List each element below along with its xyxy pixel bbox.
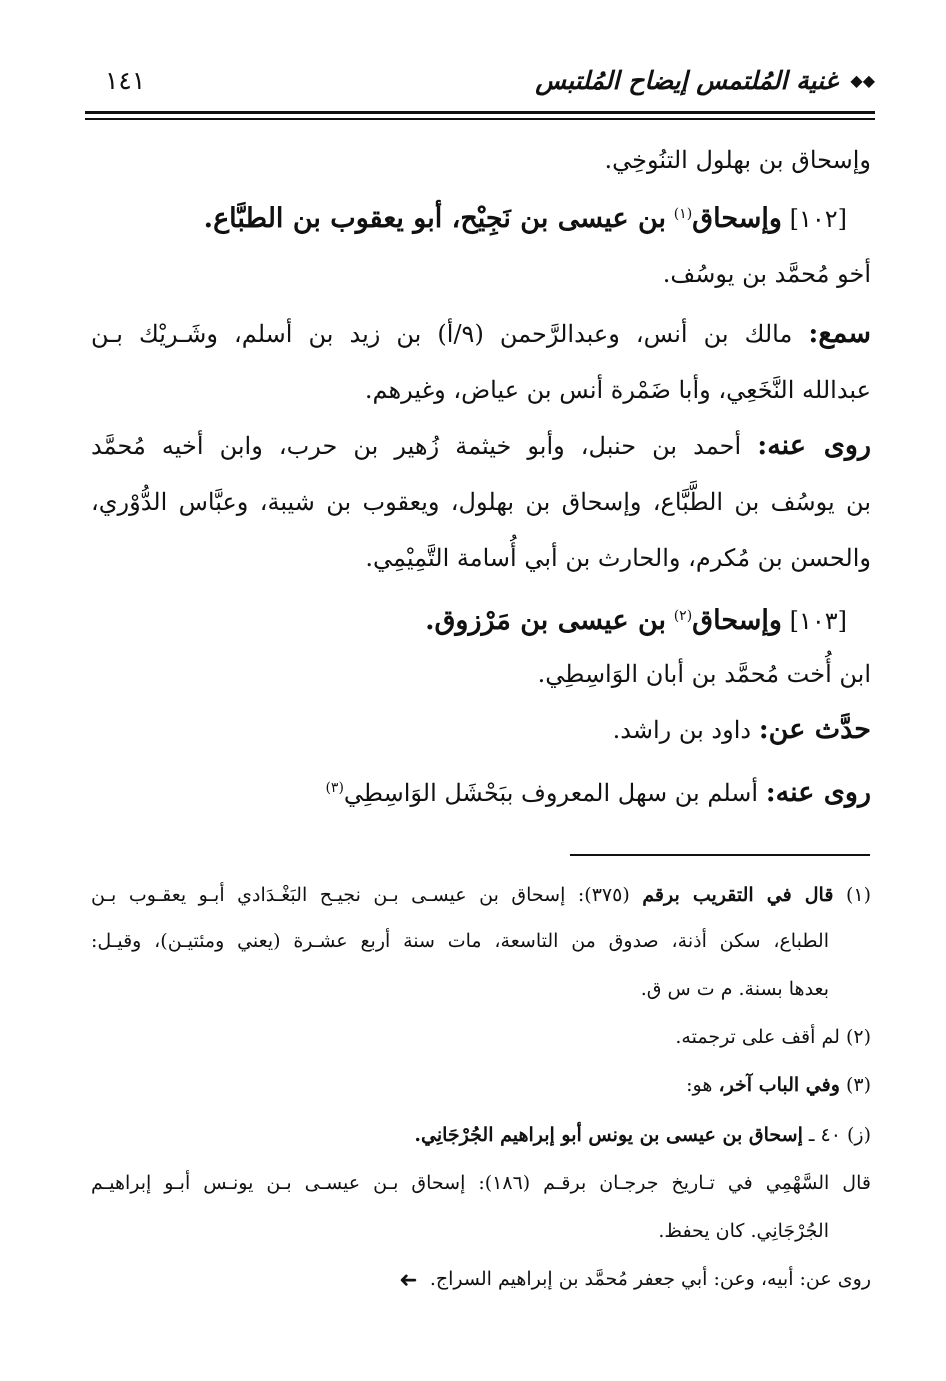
- page-header: [85, 62, 875, 102]
- running-title: [535, 66, 875, 95]
- entry-name-rest: بن عيسى بن نَجِيْح، أبو يعقوب بن الطبَّاع.: [203, 203, 667, 234]
- diamond-ornament-icon: ◆◆: [850, 71, 875, 90]
- text-line: وإسحاق بن بهلول التنُوخِي.: [604, 146, 871, 174]
- field-text: أحمد بن حنبل، وأبو خيثمة زُهير بن حرب، وابن أخيه مُحمَّد: [91, 432, 742, 460]
- entry-heading-103: [425, 596, 847, 641]
- footnote-line: الجُرْجَانِي. كان يحفظ.: [658, 1220, 829, 1242]
- footnote-label: وفي الباب آخر،: [718, 1074, 840, 1096]
- footnote-ref: (٢): [673, 608, 693, 624]
- footnote-line: بعدها بسنة. م ت س ق.: [640, 978, 829, 1000]
- field-label: سمع:: [808, 318, 871, 349]
- header-rule-thick: [85, 111, 875, 114]
- footnote-line: الطباع، سكن أذنة، صدوق من التاسعة، مات سنة أربع عشـرة (يعني ومئتيـن)، وقيـل:: [91, 930, 829, 952]
- footnote-line: [675, 1020, 871, 1054]
- footnote-ref: (٣): [325, 780, 344, 796]
- entry-name: وإسحاق: [692, 605, 782, 636]
- text-line: عبدالله النَّخَعِي، وأبا ضَمْرة أنس بن عياض، وغيرهم.: [364, 376, 871, 404]
- footnote-label: إسحاق بن عيسى بن يونس أبو إبراهيم الجُرْجَانِي.: [414, 1124, 803, 1146]
- footnote-line: [399, 1262, 871, 1298]
- page-number: ١٤١: [105, 66, 146, 95]
- field-label: روى عنه:: [765, 777, 871, 808]
- text-line: بن يوسُف بن الطَّبَّاع، وإسحاق بن بهلول، ويعقوب بن شيبة، وعبَّاس الدُّوْري،: [91, 488, 871, 516]
- text-line: ابن أُخت مُحمَّد بن أبان الوَاسِطِي.: [537, 660, 871, 688]
- entry-number: [١٠٣]: [789, 607, 847, 635]
- field-label: روى عنه:: [757, 430, 871, 461]
- footnote-text: هو:: [686, 1074, 713, 1096]
- text-line: أخو مُحمَّد بن يوسُف.: [662, 260, 871, 288]
- field-text: أسلم بن سهل المعروف ببَحْشَل الوَاسِطِي: [343, 779, 759, 807]
- footnote-text: لم أقف على ترجمته.: [675, 1026, 840, 1048]
- entry-name-rest: بن عيسى بن مَرْزوق.: [425, 605, 667, 636]
- field-text: مالك بن أنس، وعبدالرَّحمن (٩/أ) بن زيد بن أسلم، وشَـريْك بـن: [91, 320, 793, 348]
- footnote-text: (٣٧٥): إسحاق بن عيسـى بـن نجيـح البَغْـدَادي أبـو يعقـوب بـن: [91, 884, 630, 906]
- footnote-ref: (١): [673, 206, 693, 222]
- footnote-separator: [570, 854, 870, 856]
- text-line: [613, 710, 871, 750]
- entry-number: [١٠٢]: [789, 205, 847, 233]
- field-text: داود بن راشد.: [612, 716, 752, 744]
- footnote-line: [414, 1118, 871, 1152]
- field-label: حدَّث عن:: [758, 714, 871, 745]
- footnote-marker: (ز) ٤٠ ـ: [808, 1124, 871, 1146]
- entry-heading-102: [204, 194, 847, 239]
- text-line: [91, 426, 871, 466]
- text-line: والحسن بن مُكرم، والحارث بن أبي أُسامة التَّمِيْمِي.: [365, 544, 871, 572]
- running-title-text: غنية المُلتمس إيضاح المُلتبس: [535, 66, 838, 95]
- arrow-left-icon: ➜: [399, 1268, 418, 1293]
- entry-name: وإسحاق: [692, 203, 782, 234]
- footnote-marker: (١): [845, 884, 872, 906]
- footnote-text: روى عن: أبيه، وعن: أبي جعفر مُحمَّد بن إبراهيم السراج.: [429, 1268, 871, 1290]
- footnote-marker: (٣): [845, 1074, 871, 1096]
- text-line: [91, 314, 871, 354]
- footnote-line: [91, 878, 871, 912]
- footnote-line: قال السَّهْمِي في تـاريخ جرجـان برقـم (١٨٦): إسحاق بـن عيسـى بـن يونـس أبـو إبراهيـم: [91, 1172, 871, 1194]
- header-rule-thin: [85, 118, 875, 120]
- text-line: [325, 768, 871, 813]
- footnote-line: [686, 1068, 871, 1102]
- footnote-label: قال في التقريب برقم: [642, 884, 834, 906]
- footnote-marker: (٢): [845, 1026, 871, 1048]
